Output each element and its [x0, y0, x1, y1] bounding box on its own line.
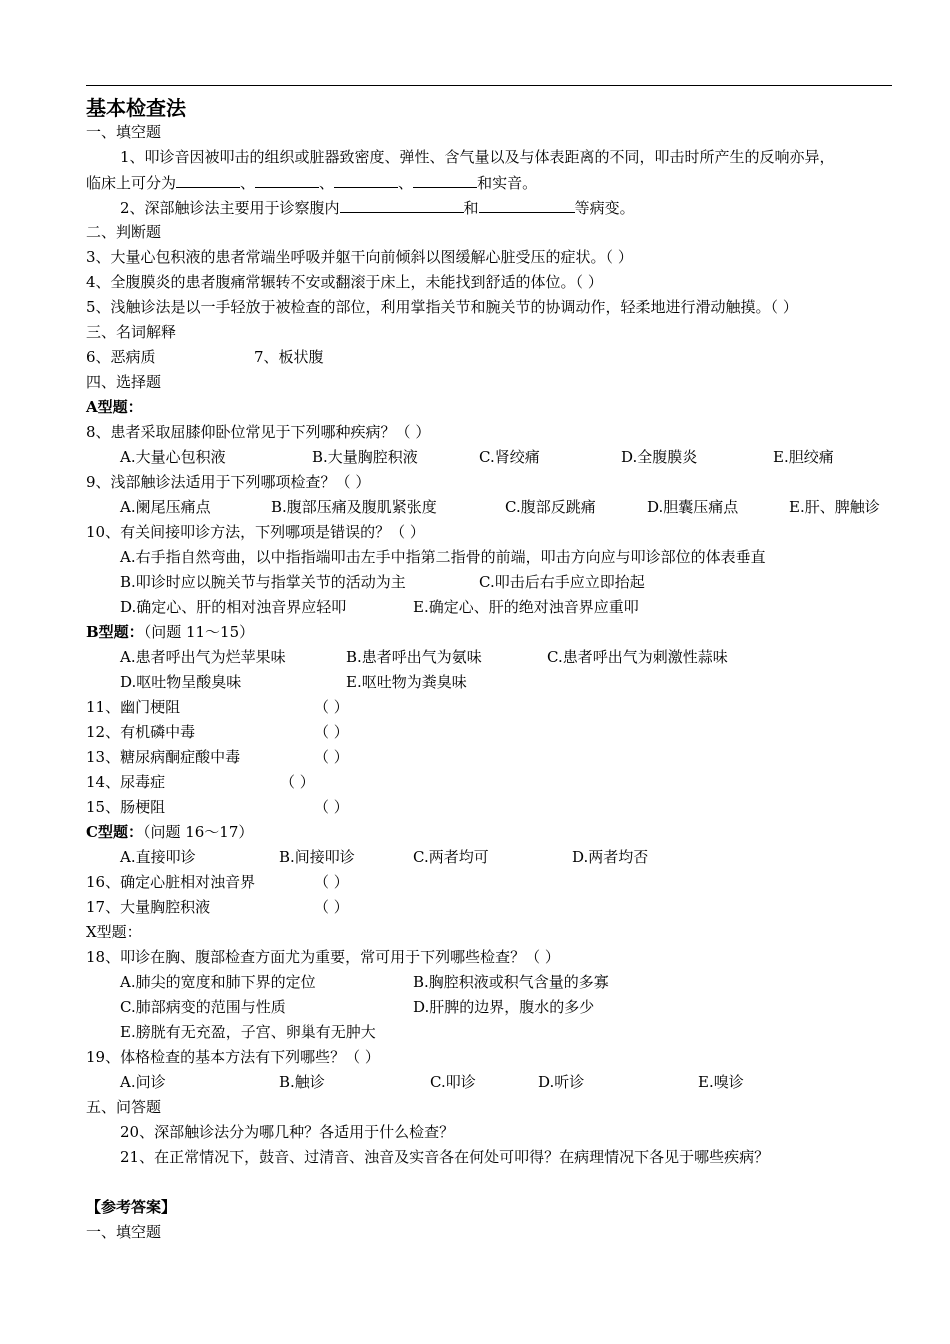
header-rule — [86, 85, 892, 86]
section-essay: 五、问答题 — [86, 1098, 162, 1116]
type-c-label: C型题： — [86, 823, 143, 841]
option[interactable]: E.呕吐物为粪臭味 — [346, 673, 467, 691]
option[interactable]: B.触诊 — [279, 1073, 325, 1091]
question-1-line-2: 临床上可分为 、 、 、 和实音。 — [86, 174, 538, 192]
option[interactable]: D.两者均否 — [572, 848, 649, 866]
answer-paren[interactable]: （ ） — [314, 748, 349, 766]
question-1-line-1: 1、叩诊音因被叩击的组织或脏器致密度、弹性、含气量以及与体表距离的不同，叩击时所产生的反响亦异， — [120, 148, 835, 166]
option[interactable]: C.肺部病变的范围与性质 — [120, 998, 286, 1016]
section-terms: 三、名词解释 — [86, 323, 177, 341]
option[interactable]: B.胸腔积液或积气含量的多寡 — [413, 973, 609, 991]
option[interactable]: B.叩诊时应以腕关节与指掌关节的活动为主 — [120, 573, 406, 591]
answers-heading: 【参考答案】 — [86, 1198, 177, 1216]
option[interactable]: A.大量心包积液 — [120, 448, 226, 466]
option[interactable]: C.叩诊 — [430, 1073, 476, 1091]
type-b-label: B型题： — [86, 623, 144, 641]
type-a-label: A型题： — [86, 398, 143, 416]
section-fill-in: 一、填空题 — [86, 123, 162, 141]
type-x-label: X型题： — [86, 923, 142, 941]
question-7: 7、板状腹 — [254, 348, 324, 366]
option[interactable]: A.肺尖的宽度和肺下界的定位 — [120, 973, 316, 991]
option[interactable]: C.患者呼出气为刺激性蒜味 — [547, 648, 728, 666]
page-title: 基本检查法 — [86, 96, 186, 120]
question-19: 19、体格检查的基本方法有下列哪些？（ ） — [86, 1048, 380, 1066]
type-b-header — [86, 623, 892, 641]
answer-paren[interactable]: （ ） — [314, 698, 349, 716]
option[interactable]: E.嗅诊 — [698, 1073, 744, 1091]
option[interactable]: E.膀胱有无充盈，子宫、卵巢有无肿大 — [120, 1023, 376, 1041]
document-page: 基本检查法 一、填空题 1、叩诊音因被叩击的组织或脏器致密度、弹性、含气量以及与体表距离的不同，叩击时所产生的反响亦异， 临床上可分为 、 、 、 和实音。 2、深部触诊法主要用于诊察腹内 和 等病变。 二、判断题 3、大量心包积液的患者常端坐呼吸并躯干向前倾斜以图缓解心脏受压的症状。（ ） 4、全腹膜炎的患者腹痛常辗转不安或翻滚于床上，未能找到舒适的体位。（ ） 5、浅触诊法是以一手轻放于被检查的部位，利用掌指关节和腕关节的协调动作，轻柔地进行滑动触摸。（ ） 三、名词解释 6、恶病质 7、板状腹 四、选择题 A型题： 8、患者采取屈膝仰卧位常见于下列哪种疾病？（ ） A.大量心包积液 B.大量胸腔积液 C.肾绞痛 D.全腹膜炎 E.胆绞痛 9、浅部触诊法适用于下列哪项检查？（ ） A.阑尾压痛点 B.腹部压痛及腹肌紧张度 C.腹部反跳痛 D.胆囊压痛点 E.肝、脾触诊 10、有关间接叩诊方法，下列哪项是错误的？（ ） A.右手指自然弯曲，以中指指端叩击左手中指第二指骨的前端，叩击方向应与叩诊部位的体表垂直 B.叩诊时应以腕关节与指掌关节的活动为主 C.叩击后右手应立即抬起 D.确定心、肝的相对浊音界应轻叩 E.确定心、肝的绝对浊音界应重叩 B型题：（问题 11～15） A.患者呼出气为烂苹果味 B.患者呼出气为氨味 C.患者呼出气为刺激性蒜味 D.呕吐物呈酸臭味 E.呕吐物为粪臭味 11、幽门梗阻 （ ） 12、有机磷中毒 （ ） 13、糖尿病酮症酸中毒 （ ） 14、尿毒症 （ ） 15、肠梗阻 （ ） C型题：（问题 16～17） A.直接叩诊 B.间接叩诊 C.两者均可 D.两者均否 16、确定心脏相对浊音界 （ ） 17、大量胸腔积液 （ ） X型题： 18、叩诊在胸、腹部检查方面尤为重要，常可用于下列哪些检查？（ ） A.肺尖的宽度和肺下界的定位 B.胸腔积液或积气含量的多寡 C.肺部病变的范围与性质 D.肝脾的边界，腹水的多少 E.膀胱有无充盈，子宫、卵巢有无肿大 19、体格检查的基本方法有下列哪些？（ ） A.问诊 B.触诊 C.叩诊 D.听诊 E.嗅诊 五、问答题 20、深部触诊法分为哪几种？各适用于什么检查？ 21、在正常情况下，鼓音、过清音、浊音及实音各在何处可叩得？在病理情况下各见于哪些疾病？ 【参考答案】 一、填空题 — [0, 0, 950, 1344]
option[interactable]: B.患者呼出气为氨味 — [346, 648, 482, 666]
answer-paren[interactable]: （ ） — [314, 723, 349, 741]
option[interactable]: A.患者呼出气为烂苹果味 — [120, 648, 286, 666]
answer-paren[interactable]: （ ） — [314, 873, 349, 891]
option[interactable]: D.胆囊压痛点 — [647, 498, 739, 516]
answer-blank[interactable] — [340, 198, 464, 213]
option[interactable]: B.大量胸腔积液 — [312, 448, 418, 466]
type-b-note: （问题 11～15） — [143, 623, 255, 641]
answer-blank[interactable] — [176, 173, 240, 188]
option[interactable]: E.胆绞痛 — [773, 448, 834, 466]
answer-blank[interactable] — [479, 198, 575, 213]
option[interactable]: A.直接叩诊 — [120, 848, 196, 866]
option[interactable]: C.腹部反跳痛 — [505, 498, 596, 516]
answer-paren[interactable]: （ ） — [280, 773, 315, 791]
option[interactable]: C.两者均可 — [413, 848, 489, 866]
question-2: 2、深部触诊法主要用于诊察腹内 和 等病变。 — [120, 199, 635, 217]
option[interactable]: D.确定心、肝的相对浊音界应轻叩 — [120, 598, 347, 616]
option[interactable]: A.右手指自然弯曲，以中指指端叩击左手中指第二指骨的前端，叩击方向应与叩诊部位的体表垂直 — [120, 548, 766, 566]
question-8: 8、患者采取屈膝仰卧位常见于下列哪种疾病？（ ） — [86, 423, 431, 441]
option[interactable]: C.肾绞痛 — [479, 448, 540, 466]
question-3: 3、大量心包积液的患者常端坐呼吸并躯干向前倾斜以图缓解心脏受压的症状。（ ） — [86, 248, 633, 266]
option[interactable]: A.阑尾压痛点 — [120, 498, 211, 516]
option[interactable]: E.确定心、肝的绝对浊音界应重叩 — [413, 598, 639, 616]
question-10: 10、有关间接叩诊方法，下列哪项是错误的？（ ） — [86, 523, 425, 541]
answer-blank[interactable] — [255, 173, 319, 188]
section-true-false: 二、判断题 — [86, 223, 162, 241]
type-c-header — [86, 823, 892, 841]
option[interactable]: C.叩击后右手应立即抬起 — [479, 573, 645, 591]
answer-blank[interactable] — [413, 173, 477, 188]
option[interactable]: A.问诊 — [120, 1073, 166, 1091]
option[interactable]: D.全腹膜炎 — [621, 448, 698, 466]
type-c-note: （问题 16～17） — [142, 823, 254, 841]
answer-paren[interactable]: （ ） — [314, 898, 349, 916]
question-9: 9、浅部触诊法适用于下列哪项检查？（ ） — [86, 473, 371, 491]
answers-section-fill-in: 一、填空题 — [86, 1223, 162, 1241]
question-20: 20、深部触诊法分为哪几种？各适用于什么检查？ — [120, 1123, 455, 1141]
answer-paren[interactable]: （ ） — [314, 798, 349, 816]
question-18: 18、叩诊在胸、腹部检查方面尤为重要，常可用于下列哪些检查？（ ） — [86, 948, 560, 966]
option[interactable]: B.腹部压痛及腹肌紧张度 — [271, 498, 437, 516]
question-6: 6、恶病质 — [86, 348, 156, 366]
answer-blank[interactable] — [334, 173, 398, 188]
question-5: 5、浅触诊法是以一手轻放于被检查的部位，利用掌指关节和腕关节的协调动作，轻柔地进行滑动触摸。（ ） — [86, 298, 798, 316]
option[interactable]: D.肝脾的边界，腹水的多少 — [413, 998, 595, 1016]
section-choice: 四、选择题 — [86, 373, 162, 391]
question-21: 21、在正常情况下，鼓音、过清音、浊音及实音各在何处可叩得？在病理情况下各见于哪些疾病？ — [120, 1148, 770, 1166]
question-4: 4、全腹膜炎的患者腹痛常辗转不安或翻滚于床上，未能找到舒适的体位。（ ） — [86, 273, 603, 291]
option[interactable]: D.呕吐物呈酸臭味 — [120, 673, 242, 691]
option[interactable]: B.间接叩诊 — [279, 848, 355, 866]
option[interactable]: E.肝、脾触诊 — [789, 498, 880, 516]
option[interactable]: D.听诊 — [538, 1073, 585, 1091]
